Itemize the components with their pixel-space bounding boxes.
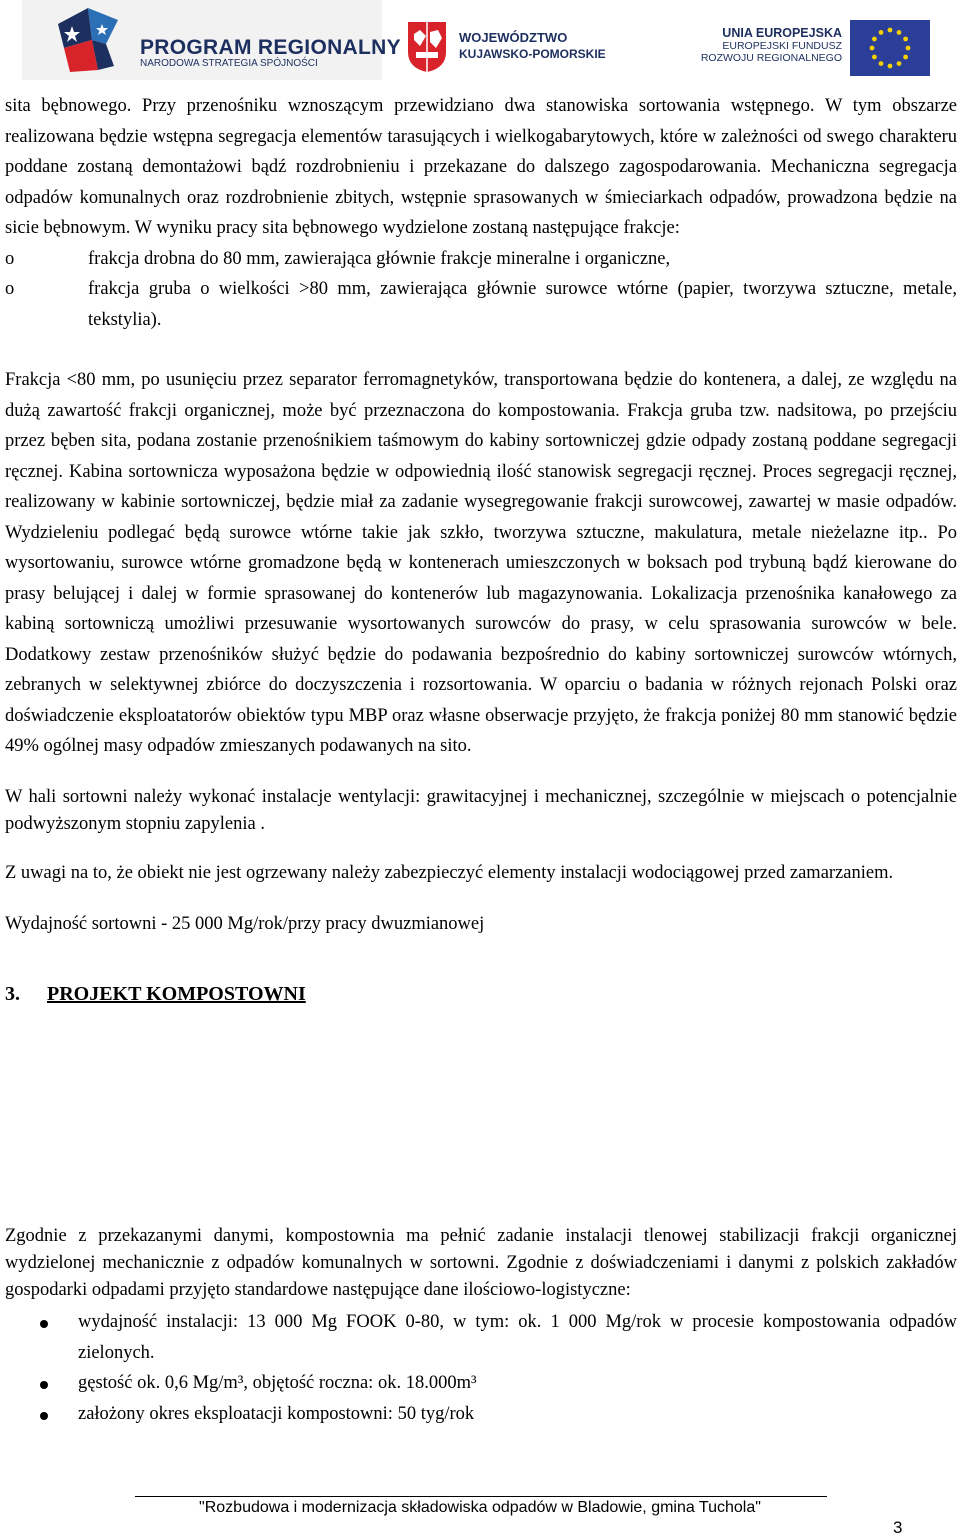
page-number: 3 bbox=[893, 1518, 903, 1537]
section-title: PROJEKT KOMPOSTOWNI bbox=[47, 983, 306, 1005]
page-header bbox=[0, 0, 960, 92]
fraction-item-coarse: o frakcja gruba o wielkości >80 mm, zawierająca głównie surowce wtórne (papier, tworzywa sztuczne, metale, tekstylia). bbox=[5, 274, 957, 335]
program-regionalny-logo bbox=[22, 0, 401, 80]
bullet-item-density: gęstość ok. 0,6 Mg/m³, objętość roczna: ok. 18.000m³ bbox=[5, 1368, 957, 1399]
section-body bbox=[5, 1223, 957, 1429]
program-subtitle: NARODOWA STRATEGIA SPÓJNOŚCI bbox=[140, 58, 318, 69]
eu-line3: ROZWOJU REGIONALNEGO bbox=[700, 52, 842, 64]
paragraph-capacity: Wydajność sortowni - 25 000 Mg/rok/przy pracy dwuzmianowej bbox=[5, 913, 485, 934]
document-body bbox=[5, 91, 957, 1010]
paragraph-fraction-processing: Frakcja <80 mm, po usunięciu przez separator ferromagnetyków, transportowana będzie do kontenera, a dalej, ze względu na dużą zawartość frakcji organicznej, może być przeznaczona do kompostowania. Frakcja gruba tzw. nadsitowa, po przejściu przez bęben sita, podana zostanie przenośnikiem taśmowym do kabiny sortowniczej gdzie odpady zostaną poddane segregacji ręcznej. Kabina sortownicza wyposażona będzie w odpowiednią ilość stanowisk segregacji ręcznej. Proces segregacji ręcznej, realizowany w kabinie sortowniczej, będzie miał za zadanie wysegregowanie frakcji surowcowej, zawartej w masie odpadów. Wydzieleniu podlegać będą surowce wtórne takie jak szkło, tworzywa sztuczne, makulatura, metale nieżelazne itp.. Po wysortowaniu, surowce wtórne gromadzone będą w kontenerach umieszczonych w boksach pod trybuną bądź kierowane do prasy belującej i dalej w formie sprasowanej do kontenerów lub magazynowania. Lokalizacja przenośnika kanałowego za kabiną sortowniczą umożliwi przesuwanie wysortowanych surowców do prasy, w celu sprasowania surowców w bele. Dodatkowy zestaw przenośników służyć będzie do podawania bezpośrednio do kabiny sortowniczej surowców wtórnych, zebranych w selektywnej zbiórce do doczyszczenia i rozsortowania. W oparciu o badania w różnych rejonach Polski oraz doświadczenie eksploatatorów obiektów typu MBP oraz własne obserwacje przyjęto, że frakcja poniżej 80 mm stanowić będzie 49% ogólnej masy odpadów zmieszanych podawanych na sito. bbox=[5, 370, 957, 756]
paragraph-sorting-intro: sita bębnowego. Przy przenośniku wznoszącym przewidziano dwa stanowiska sortowania wstępnego. W tym obszarze realizowana będzie wstępna segregacja elementów tarasujących i wielkogabarytowych, które w zależności od swego charakteru poddane zostaną demontażowi bądź rozdrobnieniu i przekazane do dalszego zagospodarowania. Mechaniczna segregacja odpadów komunalnych oraz rozdrobnienie zbitych, wstępnie sprasowanych w śmieciarkach odpadów, prowadzona będzie na sicie bębnowym. W wyniku pracy sita bębnowego wydzielone zostaną następujące frakcje: bbox=[5, 96, 957, 238]
bullet-item-capacity: wydajność instalacji: 13 000 Mg FOOK 0-80, w tym: ok. 1 000 Mg/rok w procesie kompostowania odpadów zielonych. bbox=[5, 1307, 957, 1368]
paragraph-composting-intro: Zgodnie z przekazanymi danymi, kompostownia ma pełnić zadanie instalacji tlenowej stabilizacji frakcji organicznej wydzielonej mechanicznie z odpadów komunalnych w sortowni. Zgodnie z doświadczeniami i danymi z polskich zakładów gospodarki odpadami przyjęto standardowe następujące dane ilościowo-logistyczne: bbox=[5, 1226, 957, 1300]
paragraph-ventilation: W hali sortowni należy wykonać instalacje wentylacji: grawitacyjnej i mechanicznej, szczególnie w miejscach o potencjalnie podwyższonym stopniu zapylenia . bbox=[5, 786, 957, 834]
voivodeship-name-line1: WOJEWÓDZTWO bbox=[459, 30, 568, 45]
program-regionalny-emblem-icon bbox=[48, 4, 128, 76]
section-heading bbox=[5, 979, 957, 1010]
bullet-item-operation-period: założony okres eksploatacji kompostowni: 50 tyg/rok bbox=[5, 1399, 957, 1430]
eu-line2: EUROPEJSKI FUNDUSZ bbox=[722, 40, 842, 52]
fractions-list bbox=[5, 244, 957, 336]
footer-divider bbox=[135, 1496, 827, 1497]
composting-data-list bbox=[5, 1307, 957, 1429]
footer-project-title: "Rozbudowa i modernizacja składowiska odpadów w Bladowie, gmina Tuchola" bbox=[199, 1499, 761, 1516]
eu-line1: UNIA EUROPEJSKA bbox=[722, 26, 842, 40]
paragraph-frost-protection: Z uwagi na to, że obiekt nie jest ogrzewany należy zabezpieczyć elementy instalacji wodociągowej przed zamarzaniem. bbox=[5, 862, 894, 883]
section-number: 3. bbox=[5, 983, 20, 1005]
eu-flag-icon bbox=[850, 20, 930, 76]
eu-label bbox=[701, 26, 842, 64]
fraction-item-fine: o frakcja drobna do 80 mm, zawierająca głównie frakcje mineralne i organiczne, bbox=[5, 244, 957, 275]
kujawsko-pomorskie-crest-icon bbox=[406, 20, 448, 74]
voivodeship-name-line2: KUJAWSKO-POMORSKIE bbox=[459, 47, 606, 61]
program-title: PROGRAM REGIONALNY bbox=[140, 36, 401, 59]
